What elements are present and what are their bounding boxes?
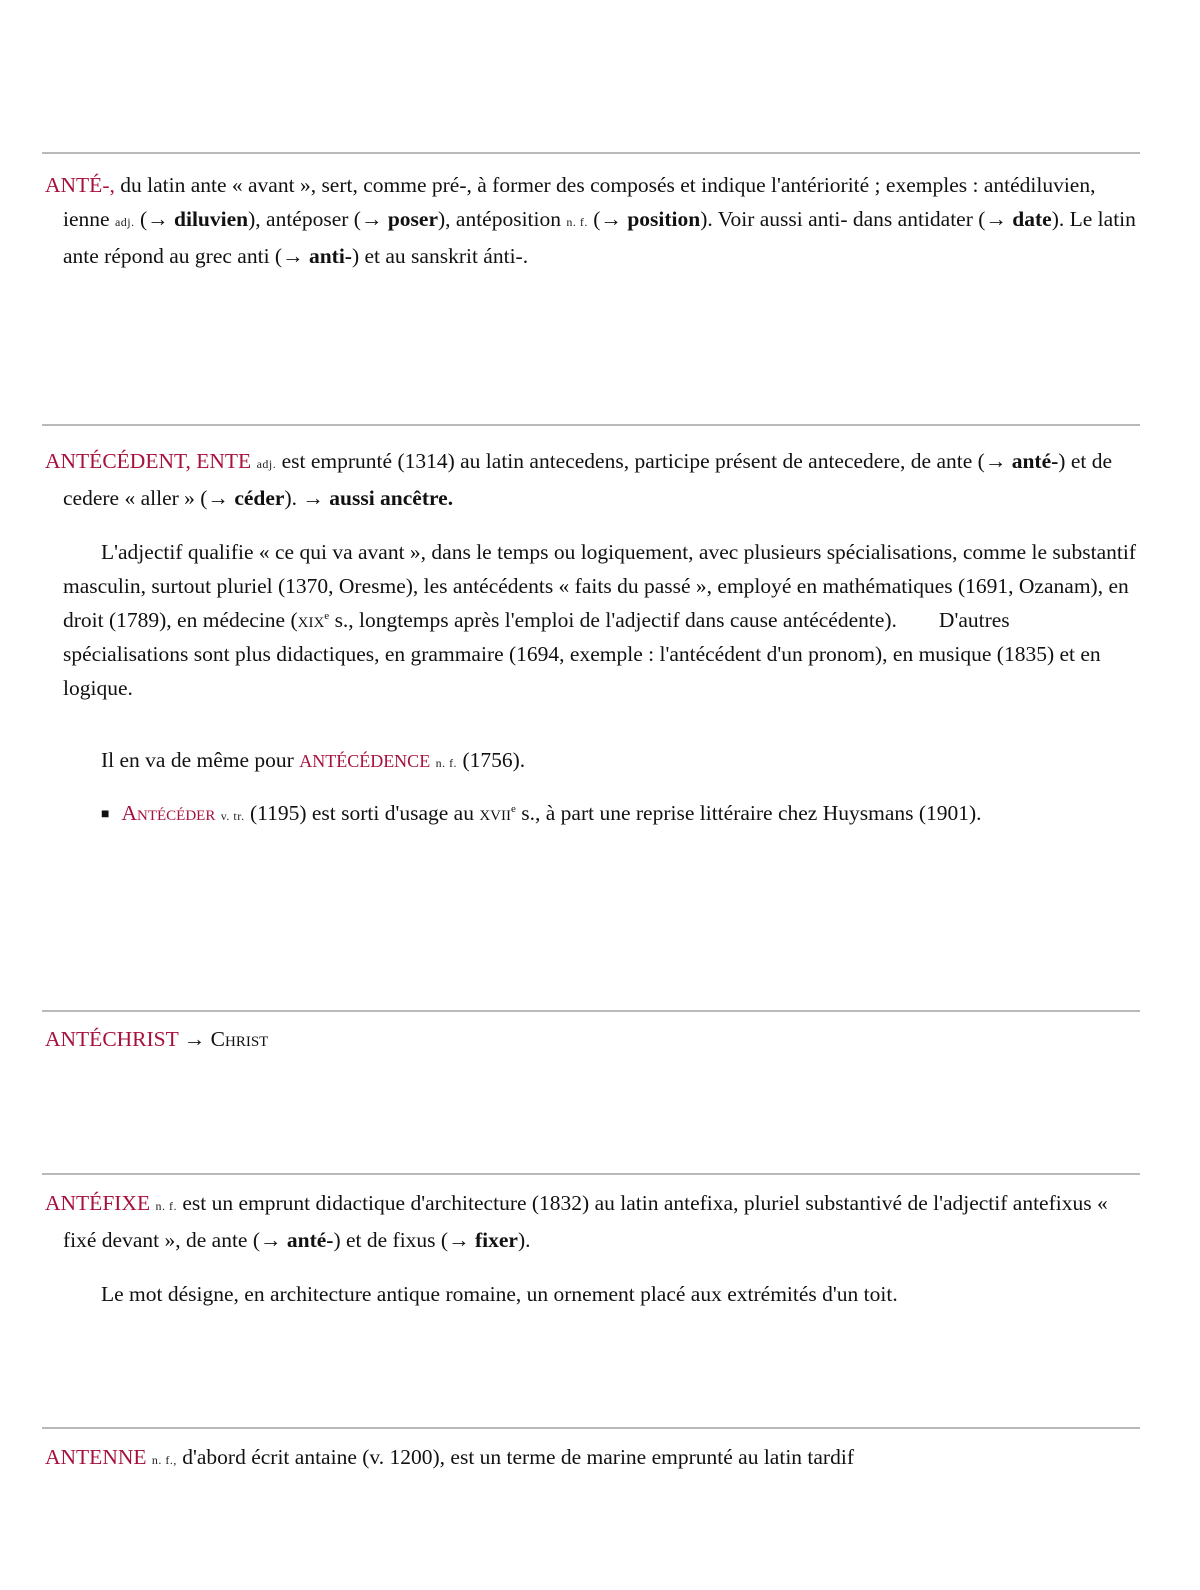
- entry-body: ANTÉCÉDENT, ENTE adj. est emprunté (1314) au latin antecedens, participe présent de antecedere, de ante (→ anté-) et de cedere « aller » (→ céder). → aussi ancêtre.: [45, 449, 1112, 510]
- cross-reference-link[interactable]: date: [1012, 207, 1052, 231]
- paragraph: ■ Antécéder v. tr. (1195) est sorti d'usage au xvii$^e$ s., à part une reprise littéraire chez Huysmans (1901).: [101, 801, 982, 825]
- cross-reference-link[interactable]: céder: [234, 486, 285, 510]
- entry-antenne: [45, 1440, 1140, 1477]
- section-divider: [42, 1173, 1140, 1175]
- grammatical-label: v. tr.: [220, 809, 245, 823]
- bullet-square-icon: ■: [101, 807, 110, 822]
- entry-ante: [45, 168, 1140, 273]
- entry-body: ANTÉ-, du latin ante « avant », sert, comme pré-, à former des composés et indique l'antériorité ; exemples : antédiluvien, ienne adj. (→ diluvien), antéposer (→ poser), antéposition n. f. (→ position). Voir aussi anti- dans antidater (→ date). Le latin ante répond au grec anti (→ anti-) et au sanskrit ánti-.: [45, 173, 1136, 268]
- arrow-icon: →: [183, 1027, 206, 1051]
- derived-headword: Antécéder: [121, 801, 216, 825]
- entry-antechrist: [45, 1022, 1140, 1056]
- cross-reference-link[interactable]: Christ: [210, 1027, 269, 1051]
- grammatical-label: n. f.: [566, 215, 588, 229]
- headword: ANTÉCHRIST: [45, 1027, 179, 1051]
- cross-reference-link[interactable]: aussi ancêtre.: [329, 486, 454, 510]
- entry-body: ANTÉFIXE n. f. est un emprunt didactique d'architecture (1832) au latin antefixa, pluriel substantivé de l'adjectif antefixus « fixé devant », de ante (→ anté-) et de fixus (→ fixer).: [45, 1191, 1108, 1252]
- cross-reference-link[interactable]: anti-: [308, 244, 352, 268]
- grammatical-label: n. f.: [155, 1199, 177, 1213]
- entry-antefixe: [45, 1186, 1140, 1311]
- section-divider: [42, 424, 1140, 426]
- headword: ANTENNE: [45, 1445, 147, 1469]
- section-divider: [42, 1010, 1140, 1012]
- derived-headword: ANTÉCÉDENCE: [299, 751, 431, 771]
- entry-body: ANTENNE n. f., d'abord écrit antaine (v. 1200), est un terme de marine emprunté au latin tardif: [45, 1445, 854, 1469]
- entry-antecedent: [45, 444, 1140, 833]
- cross-reference-link[interactable]: position: [627, 207, 701, 231]
- grammatical-label: adj.: [114, 215, 135, 229]
- cross-reference-link[interactable]: anté-: [286, 1228, 334, 1252]
- cross-reference-link[interactable]: fixer: [474, 1228, 518, 1252]
- paragraph: Le mot désigne, en architecture antique romaine, un ornement placé aux extrémités d'un toit.: [101, 1282, 898, 1306]
- century-numeral: xvii: [479, 801, 511, 825]
- grammatical-label: adj.: [256, 457, 277, 471]
- grammatical-label: n. f.: [435, 756, 458, 770]
- headword: ANTÉFIXE: [45, 1191, 151, 1215]
- grammatical-label: n. f.,: [151, 1453, 177, 1467]
- headword: ANTÉCÉDENT, ENTE: [45, 449, 252, 473]
- cross-reference-link[interactable]: poser: [387, 207, 438, 231]
- cross-reference-link[interactable]: diluvien: [174, 207, 249, 231]
- paragraph: Il en va de même pour ANTÉCÉDENCE n. f. (1756).: [101, 748, 526, 772]
- section-divider: [42, 152, 1140, 154]
- section-divider: [42, 1427, 1140, 1429]
- headword: ANTÉ-,: [45, 173, 115, 197]
- paragraph: L'adjectif qualifie « ce qui va avant », dans le temps ou logiquement, avec plusieurs spécialisations, comme le substantif masculin, surtout pluriel (1370, Oresme), les antécédents « faits du passé », employé en mathématiques (1691, Ozanam), en droit (1789), en médecine (xix$^e$ s., longtemps après l'emploi de l'adjectif dans cause antécédente). D'autres spécialisations sont plus didactiques, en grammaire (1694, exemple : l'antécédent d'un pronom), en musique (1835) et en logique.: [63, 540, 1136, 700]
- cross-reference-link[interactable]: anté-: [1011, 449, 1059, 473]
- century-numeral: xix: [297, 608, 325, 632]
- entry-body: [45, 1022, 1140, 1056]
